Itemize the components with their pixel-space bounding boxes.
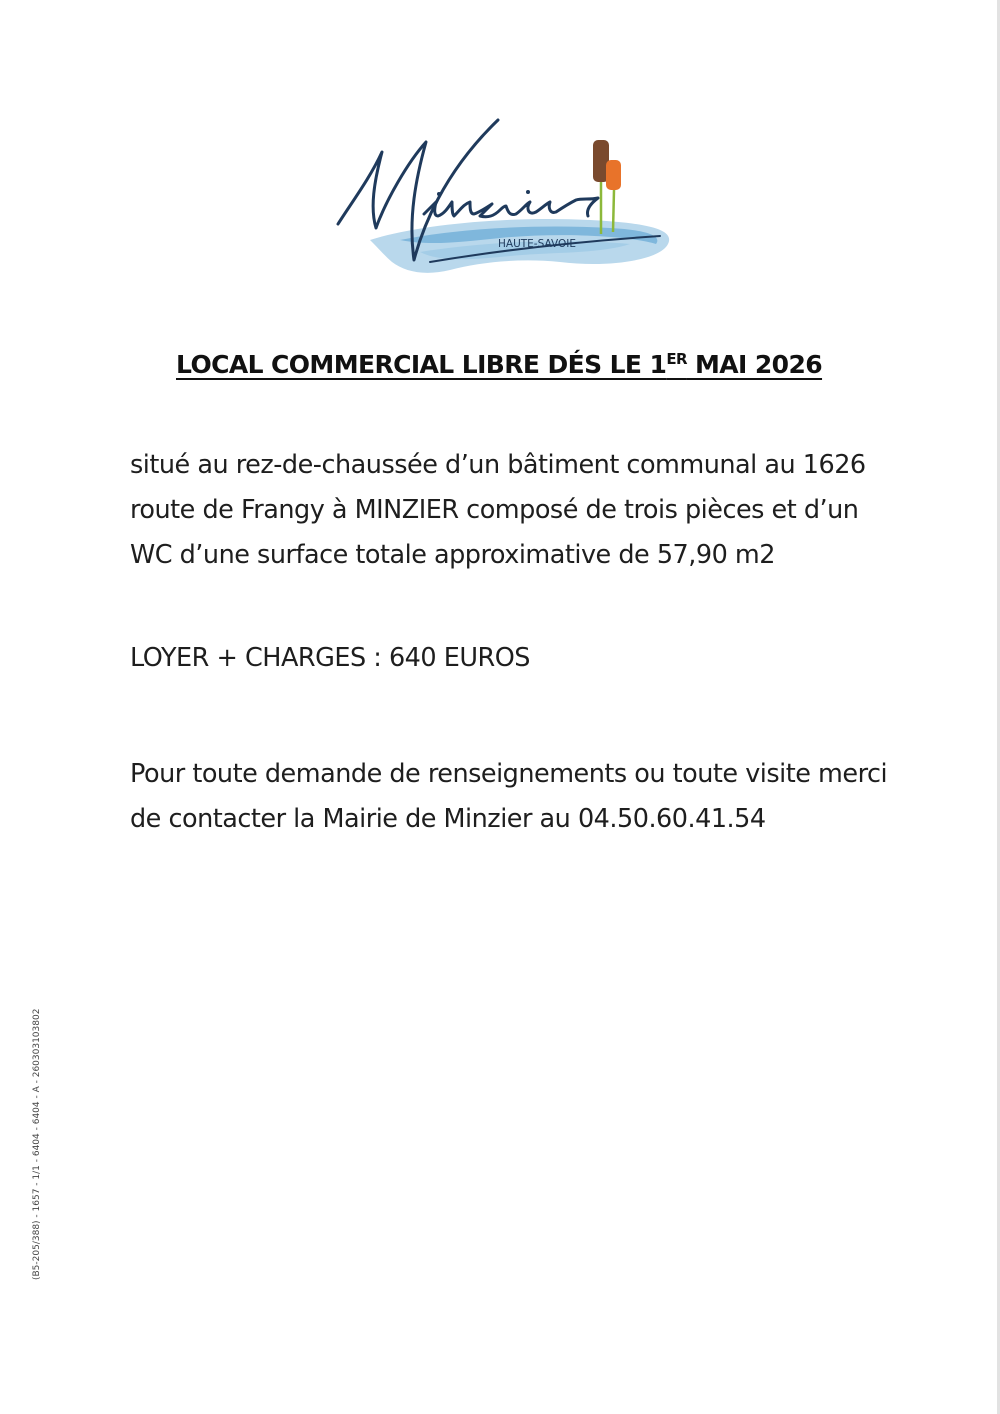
title-main: LOCAL COMMERCIAL LIBRE DÉS LE 1 — [176, 350, 667, 379]
document-title — [176, 350, 836, 379]
property-description: situé au rez-de-chaussée d’un bâtiment communal au 1626 route de Frangy à MINZIER composé de trois pièces et d’un WC d’une surface totale approximative de 57,90 m2 — [130, 450, 866, 570]
rent-and-charges: LOYER + CHARGES : 640 EUROS — [130, 643, 530, 673]
logo-region-text: HAUTE-SAVOIE — [498, 238, 576, 250]
contact-information: Pour toute demande de renseignements ou toute visite merci de contacter la Mairie de Minzier au 04.50.60.41.54 — [130, 759, 888, 834]
title-superscript: ER — [666, 350, 687, 368]
minzier-logo — [330, 112, 680, 282]
title-tail: MAI 2026 — [686, 350, 823, 379]
scan-reference-code: (B5-205/388) - 1657 - 1/1 - 6404 - 6404 - A - 260303103802 — [32, 1008, 42, 1280]
